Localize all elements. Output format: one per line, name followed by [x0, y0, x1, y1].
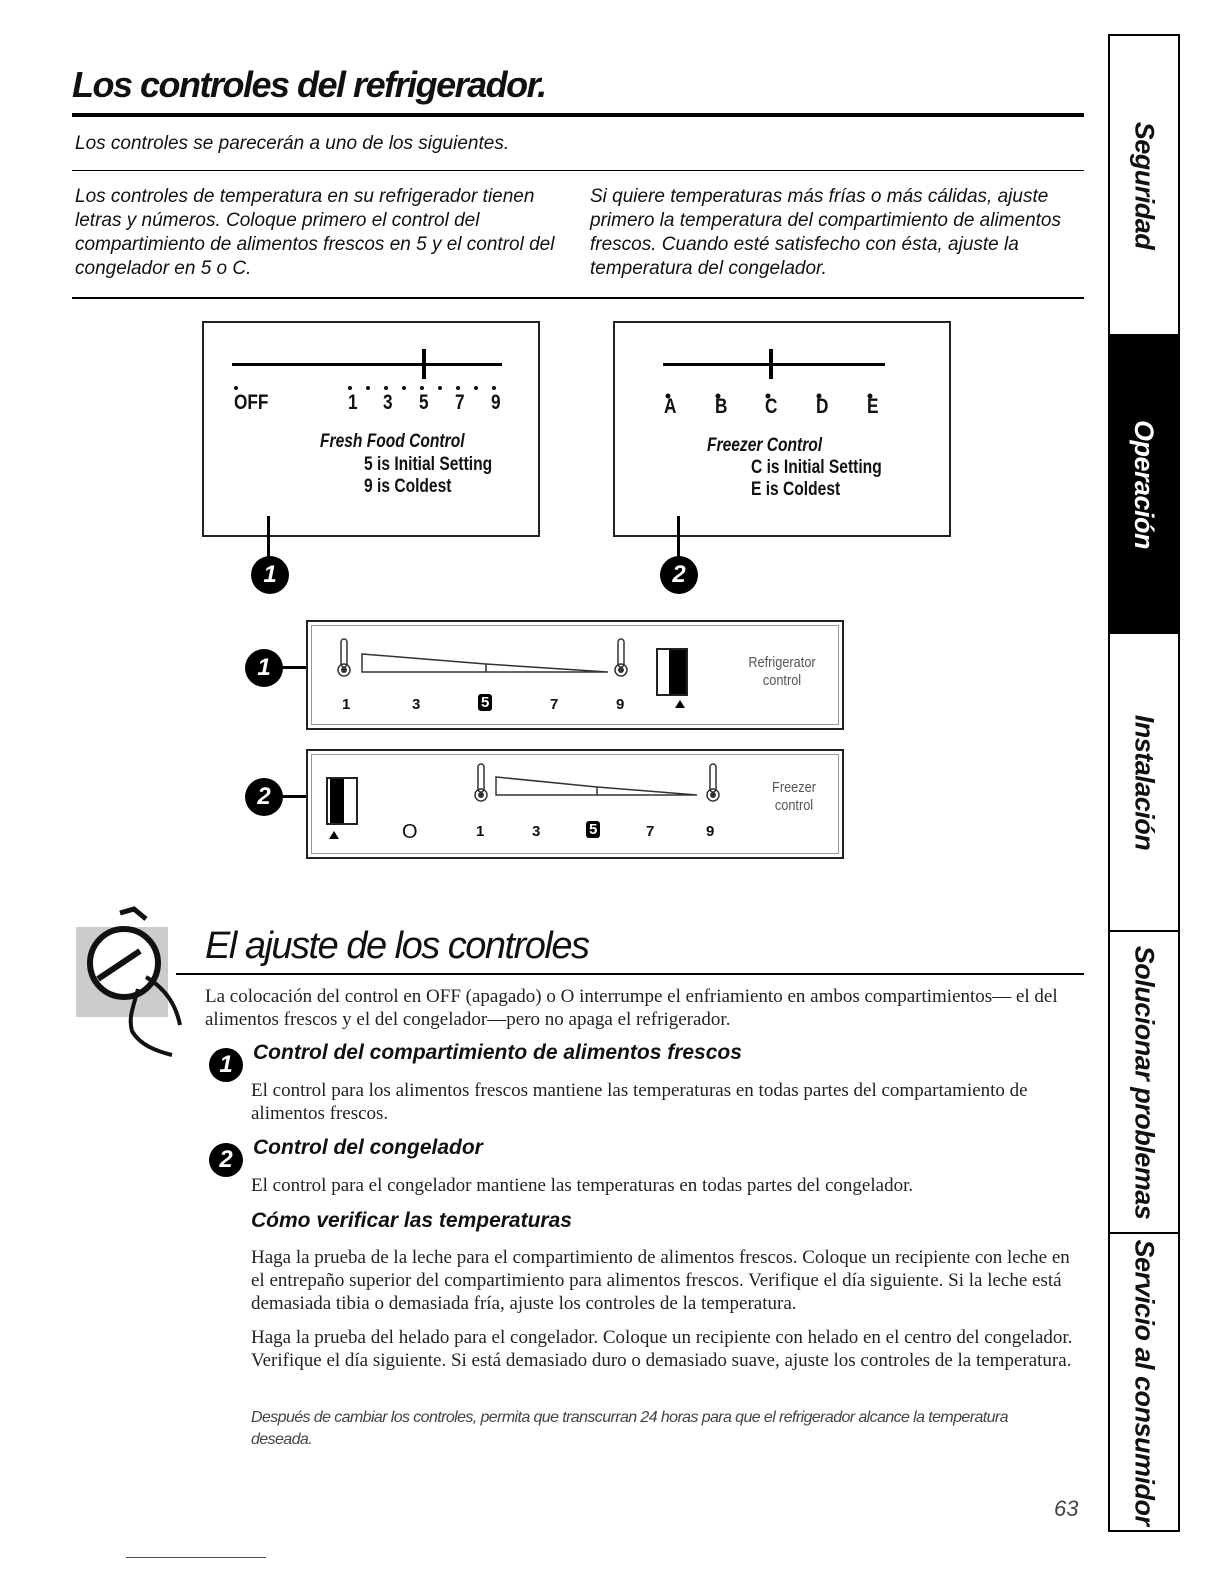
- tick-dots: [665, 387, 880, 395]
- setting-a: A: [664, 395, 677, 418]
- freezer-control-panel: [306, 749, 844, 859]
- panel-label: Freezer control: [772, 779, 816, 814]
- panel-off-symbol: O: [402, 821, 418, 843]
- page-subtitle: Los controles se parecerán a uno de los siguientes.: [75, 133, 510, 154]
- setting-c: C: [765, 395, 778, 418]
- setting-7: 7: [455, 391, 465, 414]
- intro-left: Los controles de temperatura en su refrigerador tienen letras y números. Coloque primero el control del compartimiento de alimentos frescos en 5 y el control del congelador en 5 o C.: [75, 186, 555, 279]
- switch-knob: [330, 779, 344, 823]
- pointer-triangle-icon: [675, 700, 685, 708]
- freezer-control-diagram: [613, 321, 951, 537]
- tick-dots: [234, 379, 509, 387]
- subsection-title-2: Control del congelador: [253, 1136, 483, 1159]
- tab-instalacion[interactable]: [1108, 634, 1180, 930]
- divider: [72, 170, 1084, 171]
- section-heading: El ajuste de los controles: [205, 925, 589, 967]
- tab-label: Solucionar problemas: [1129, 945, 1160, 1219]
- panel-setting-3: 3: [532, 823, 541, 840]
- slider-thumb[interactable]: [769, 349, 773, 379]
- setting-9: 9: [491, 391, 501, 414]
- callout-badge-1: 1: [251, 556, 289, 594]
- thermometer-icon: [705, 763, 721, 803]
- panel-setting-7: 7: [550, 696, 559, 713]
- thermometer-icon: [336, 638, 352, 678]
- callout-line: [267, 516, 270, 558]
- subsection-text-1: El control para los alimentos frescos mantiene las temperaturas en todas partes del compartamiento de alimentos frescos.: [251, 1080, 1028, 1124]
- hand-dial-icon: [76, 905, 186, 1060]
- page-number: 63: [1054, 1496, 1079, 1521]
- coldest-note: 9 is Coldest: [364, 476, 452, 497]
- slide-switch[interactable]: [326, 777, 358, 825]
- divider: [72, 297, 1084, 299]
- title-rule: [72, 113, 1084, 117]
- callout-line: [282, 666, 308, 669]
- panel-setting-9: 9: [616, 696, 625, 713]
- panel-setting-3: 3: [412, 696, 421, 713]
- coldest-note: E is Coldest: [751, 479, 841, 500]
- footer-rule: [126, 1557, 266, 1558]
- initial-setting-note: C is Initial Setting: [751, 457, 882, 478]
- callout-line: [282, 795, 308, 798]
- setting-e: E: [867, 395, 879, 418]
- panel-setting-7: 7: [646, 823, 655, 840]
- subsection-title-1: Control del compartimiento de alimentos frescos: [253, 1041, 742, 1064]
- callout-badge-2: 2: [660, 556, 698, 594]
- temperature-wedge-icon: [360, 652, 610, 676]
- intro-right: Si quiere temperaturas más frías o más cálidas, ajuste primero la temperatura del compartimiento de alimentos frescos. Cuando esté satisfecho con ésta, ajuste la temperatura del congelador.: [590, 186, 1061, 279]
- setting-5: 5: [419, 391, 429, 414]
- slider-thumb[interactable]: [422, 349, 426, 379]
- adjustment-note: Después de cambiar los controles, permita que transcurran 24 horas para que el refrigerador alcance la temperatura deseada.: [251, 1409, 1008, 1448]
- subsection-text-2: El control para el congelador mantiene las temperaturas en todas partes del congelador.: [251, 1175, 914, 1196]
- setting-3: 3: [383, 391, 393, 414]
- slider-track: [232, 363, 502, 366]
- panel-setting-5-selected: 5: [586, 821, 600, 838]
- control-name: Freezer Control: [707, 435, 823, 456]
- setting-b: B: [715, 395, 728, 418]
- panel-badge-2: 2: [245, 778, 283, 816]
- tabs-bottom-border: [1108, 1530, 1180, 1532]
- hand-dial-svg: [76, 905, 186, 1060]
- slide-switch[interactable]: [656, 648, 688, 696]
- off-label: OFF: [234, 391, 269, 414]
- subsection-badge-2: 2: [209, 1143, 243, 1177]
- initial-setting-note: 5 is Initial Setting: [364, 454, 493, 475]
- panel-label: Refrigerator control: [748, 654, 816, 689]
- section-intro: La colocación del control en OFF (apagado) o O interrumpe el enfriamiento en ambos compartimientos— el del alimentos frescos y el del congelador—pero no apaga el refrigerador.: [205, 986, 1058, 1030]
- control-name: Fresh Food Control: [320, 431, 465, 452]
- callout-line: [677, 516, 680, 558]
- tab-servicio-al-consumidor[interactable]: [1108, 1234, 1180, 1530]
- tab-seguridad[interactable]: [1108, 36, 1180, 334]
- setting-d: D: [816, 395, 829, 418]
- fresh-food-control-diagram: [202, 321, 540, 537]
- tick-dots-svg: [234, 384, 509, 392]
- panel-setting-1: 1: [342, 696, 351, 713]
- tab-operacion[interactable]: [1108, 334, 1180, 634]
- tab-label: Operación: [1129, 419, 1160, 549]
- tab-solucionar-problemas[interactable]: [1108, 932, 1180, 1232]
- subsection-title-3: Cómo verificar las temperaturas: [251, 1209, 572, 1232]
- panel-setting-5-selected: 5: [478, 694, 492, 711]
- subsection-badge-1: 1: [209, 1048, 243, 1082]
- setting-1: 1: [348, 391, 358, 414]
- page-title: Los controles del refrigerador.: [72, 64, 546, 105]
- refrigerator-control-panel: [306, 620, 844, 730]
- thermometer-icon: [473, 763, 489, 803]
- thermometer-icon: [613, 638, 629, 678]
- section-rule: [176, 973, 1084, 975]
- slider-track: [663, 363, 885, 366]
- switch-knob: [669, 650, 686, 694]
- pointer-triangle-icon: [329, 831, 339, 839]
- tab-label: Instalación: [1129, 714, 1160, 850]
- tab-label: Seguridad: [1129, 121, 1160, 249]
- ice-cream-test-paragraph: Haga la prueba del helado para el congelador. Coloque un recipiente con helado en el centro del congelador. Verifique el día siguiente. Si está demasiado duro o demasiado suave, ajuste los controles de la temperatura.: [251, 1327, 1073, 1371]
- panel-setting-9: 9: [706, 823, 715, 840]
- milk-test-paragraph: Haga la prueba de la leche para el compartimiento de alimentos frescos. Coloque un recipiente con leche en el entrepaño superior del compartimiento para alimentos frescos. Verifique el día siguiente. Si la leche está demasiada tibia o demasiada fría, ajuste los controles de la temperatura.: [251, 1247, 1070, 1314]
- panel-badge-1: 1: [245, 649, 283, 687]
- panel-setting-1: 1: [476, 823, 485, 840]
- tab-label: Servicio al consumidor: [1129, 1238, 1160, 1526]
- temperature-wedge-icon: [494, 775, 699, 799]
